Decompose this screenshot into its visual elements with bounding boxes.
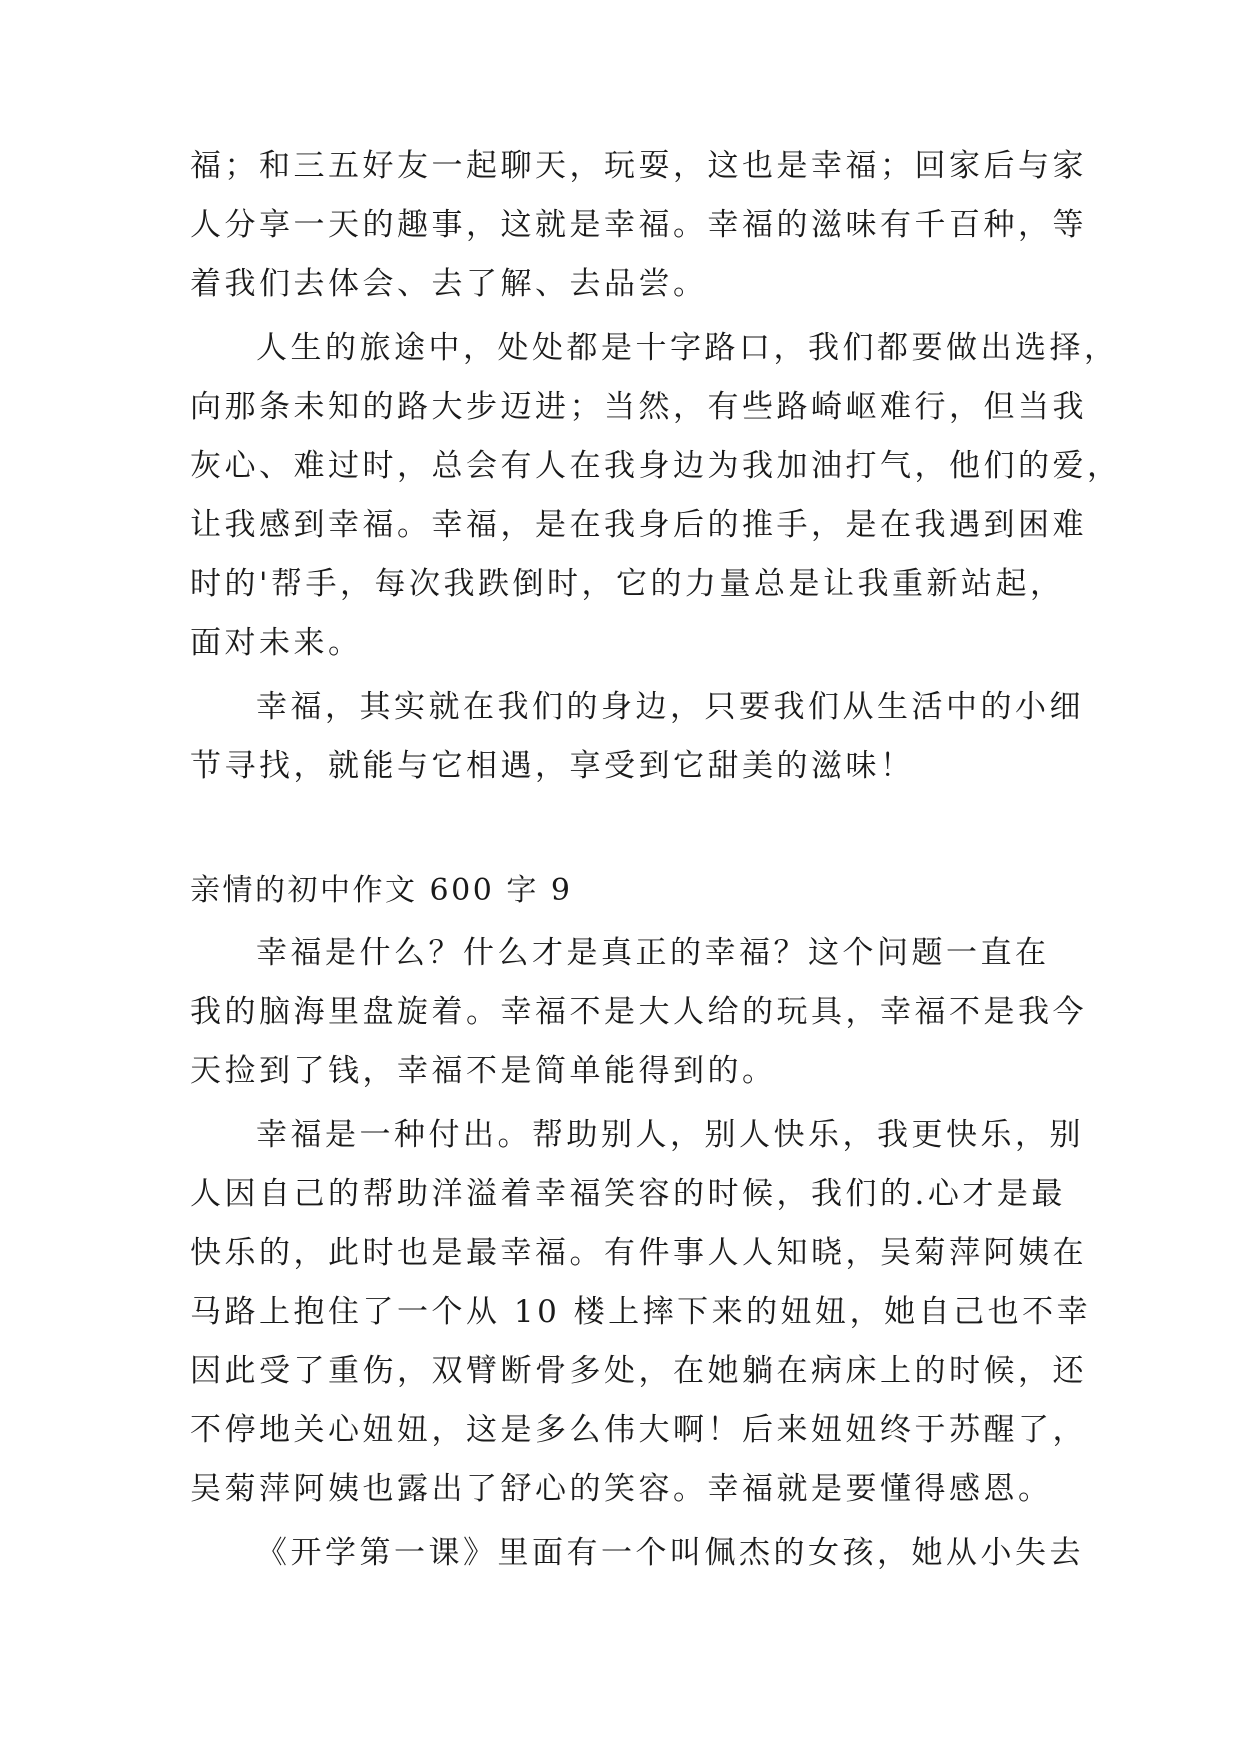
paragraph-5-line-2: 人因自己的帮助洋溢着幸福笑容的时候，我们的.心才是最: [190, 1176, 1066, 1212]
paragraph-2-line-1: 人生的旅途中，处处都是十字路口，我们都要做出选择，: [256, 330, 1119, 366]
paragraph-5-line-6: 不停地关心妞妞，这是多么伟大啊！后来妞妞终于苏醒了，: [190, 1412, 1087, 1448]
paragraph-3-line-2: 节寻找，就能与它相遇，享受到它甜美的滋味！: [190, 748, 915, 784]
paragraph-5-line-4: 马路上抱住了一个从 10 楼上摔下来的妞妞，她自己也不幸: [190, 1294, 1092, 1330]
paragraph-2-line-5: 时的'帮手，每次我跌倒时，它的力量总是让我重新站起，: [190, 566, 1065, 602]
paragraph-5-line-1: 幸福是一种付出。帮助别人，别人快乐，我更快乐，别: [256, 1117, 1084, 1153]
paragraph-1-line-3: 着我们去体会、去了解、去品尝。: [190, 266, 708, 302]
paragraph-4-line-3: 天捡到了钱，幸福不是简单能得到的。: [190, 1053, 777, 1089]
paragraph-3-line-1: 幸福，其实就在我们的身边，只要我们从生活中的小细: [256, 689, 1084, 725]
paragraph-6-line-1: 《开学第一课》里面有一个叫佩杰的女孩，她从小失去: [256, 1535, 1084, 1571]
paragraph-4-line-2: 我的脑海里盘旋着。幸福不是大人给的玩具，幸福不是我今: [190, 994, 1087, 1030]
paragraph-5-line-5: 因此受了重伤，双臂断骨多处，在她躺在病床上的时候，还: [190, 1353, 1087, 1389]
paragraph-2-line-4: 让我感到幸福。幸福，是在我身后的推手，是在我遇到困难: [190, 507, 1087, 543]
paragraph-2-line-2: 向那条未知的路大步迈进；当然，有些路崎岖难行，但当我: [190, 389, 1087, 425]
paragraph-5-line-7: 吴菊萍阿姨也露出了舒心的笑容。幸福就是要懂得感恩。: [190, 1471, 1053, 1507]
paragraph-1-line-2: 人分享一天的趣事，这就是幸福。幸福的滋味有千百种，等: [190, 207, 1087, 243]
paragraph-2-line-3: 灰心、难过时，总会有人在我身边为我加油打气，他们的爱，: [190, 448, 1122, 484]
paragraph-5-line-3: 快乐的，此时也是最幸福。有件事人人知晓，吴菊萍阿姨在: [190, 1235, 1087, 1271]
paragraph-1-line-1: 福；和三五好友一起聊天，玩耍，这也是幸福；回家后与家: [190, 148, 1087, 184]
essay-heading: 亲情的初中作文 600 字 9: [190, 873, 573, 908]
paragraph-2-line-6: 面对未来。: [190, 625, 363, 661]
paragraph-4-line-1: 幸福是什么？什么才是真正的幸福？这个问题一直在: [256, 935, 1050, 971]
